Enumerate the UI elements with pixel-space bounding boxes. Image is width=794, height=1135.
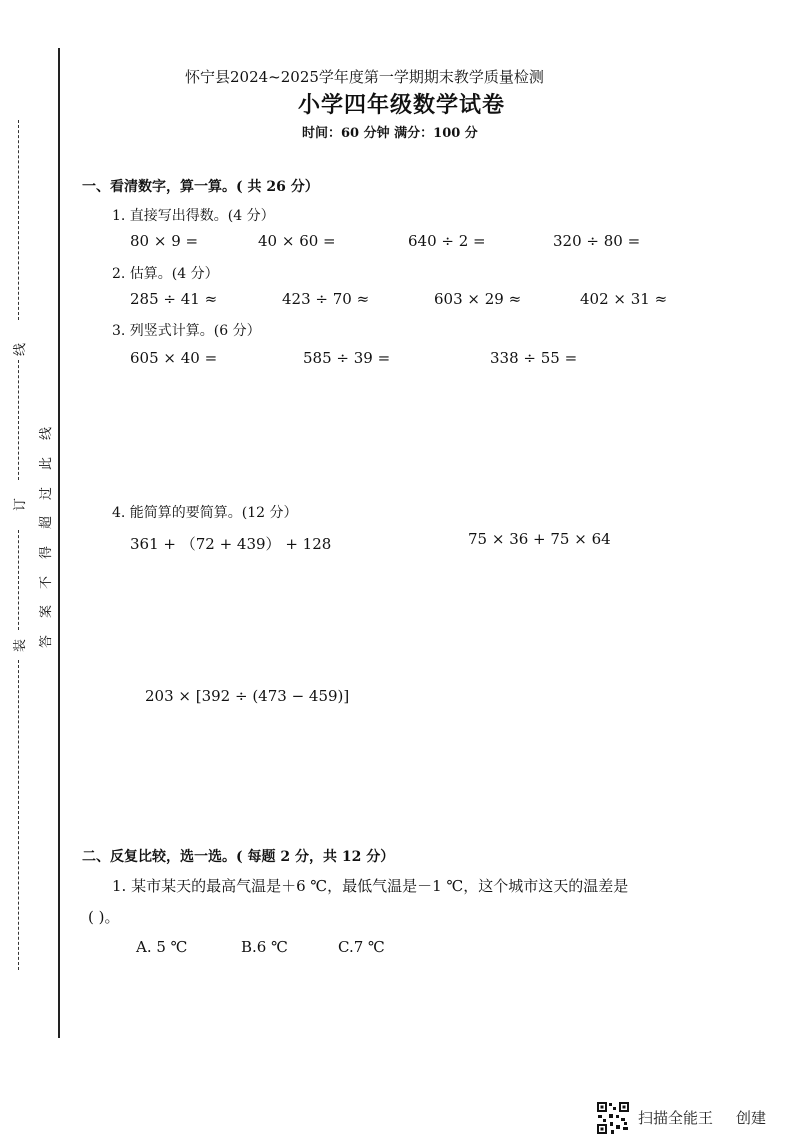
scanner-created: 创建	[736, 1109, 767, 1127]
notice-char: 过	[39, 486, 55, 501]
question-1-label: 1. 直接写出得数。(4 分）	[112, 208, 275, 224]
question-4-label: 4. 能简算的要简算。(12 分）	[112, 505, 298, 521]
notice-char: 不	[39, 575, 55, 590]
section-2-title: 二、反复比较，选一选。( 每题 2 分，共 12 分）	[82, 849, 395, 865]
q4-item: 203 × [392 ÷ (473 − 459)]	[145, 687, 350, 705]
q3-item: 338 ÷ 55 =	[490, 349, 578, 367]
binding-dashed-line-mid	[18, 360, 19, 480]
exam-title: 小学四年级数学试卷	[298, 92, 506, 118]
q4-item: 361 + （72 + 439） + 128	[130, 535, 332, 553]
exam-subtitle: 怀宁县2024~2025学年度第一学期期末教学质量检测	[185, 68, 544, 86]
q2-item: 402 × 31 ≈	[580, 290, 668, 308]
q1-item: 40 × 60 =	[258, 232, 336, 250]
answer-blank: ( )。	[88, 908, 120, 926]
section-1-title: 一、看清数字，算一算。( 共 26 分）	[82, 179, 319, 195]
question-2-label: 2. 估算。(4 分）	[112, 266, 219, 282]
option-a: A. 5 ℃	[136, 938, 188, 956]
q1-item: 320 ÷ 80 =	[553, 232, 641, 250]
q1-item: 80 × 9 =	[130, 232, 199, 250]
notice-char: 答	[39, 634, 55, 649]
q3-item: 585 ÷ 39 =	[303, 349, 391, 367]
binding-dashed-line-bottom	[18, 660, 19, 970]
question-3-label: 3. 列竖式计算。(6 分）	[112, 323, 261, 339]
exam-time-score: 时间：60 分钟 满分：100 分	[302, 126, 478, 141]
q2-item: 603 × 29 ≈	[434, 290, 522, 308]
q3-item: 605 × 40 =	[130, 349, 218, 367]
q1-item: 640 ÷ 2 =	[408, 232, 486, 250]
margin-line	[58, 48, 60, 1038]
q4-item: 75 × 36 + 75 × 64	[468, 530, 611, 548]
scanner-brand: 扫描全能王	[638, 1109, 714, 1127]
binding-dashed-line-top	[18, 120, 19, 320]
notice-char: 超	[39, 515, 55, 530]
q2-item: 285 ÷ 41 ≈	[130, 290, 218, 308]
notice-char: 线	[39, 426, 55, 441]
notice-char: 此	[39, 456, 55, 471]
binding-label-zhuang: 装	[13, 638, 29, 653]
notice-char: 案	[39, 604, 55, 619]
option-b: B.6 ℃	[241, 938, 288, 956]
qr-code-icon	[596, 1101, 630, 1135]
notice-char: 得	[39, 545, 55, 560]
choice-question-stem: 1. 某市某天的最高气温是＋6 ℃，最低气温是－1 ℃，这个城市这天的温差是	[112, 877, 629, 895]
binding-label-xian: 线	[13, 342, 29, 357]
binding-label-ding: 订	[13, 497, 29, 512]
option-c: C.7 ℃	[338, 938, 385, 956]
binding-dashed-line-low	[18, 530, 19, 630]
q2-item: 423 ÷ 70 ≈	[282, 290, 370, 308]
